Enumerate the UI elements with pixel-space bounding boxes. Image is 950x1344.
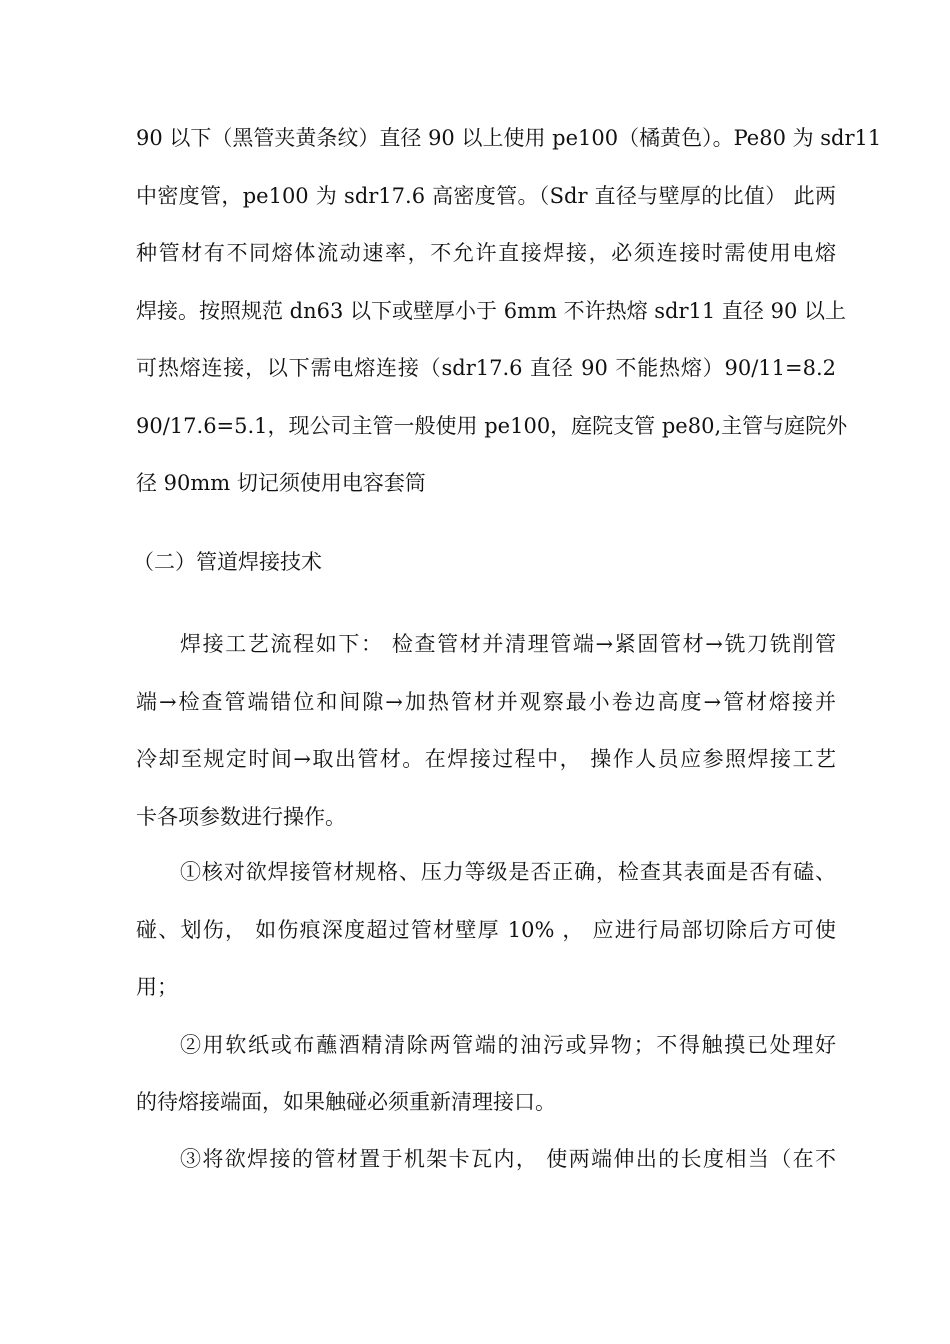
text-line: 卡各项参数进行操作。 [136, 805, 346, 829]
text-line: 径 90mm 切记须使用电容套筒 [136, 471, 426, 495]
section-heading: （二）管道焊接技术 [133, 550, 322, 574]
text-line: 焊接工艺流程如下： 检查管材并清理管端→紧固管材→铣刀铣削管 [180, 632, 836, 656]
text-line: 种管材有不同熔体流动速率，不允许直接焊接，必须连接时需使用电熔 [136, 241, 836, 265]
text-line: ②用软纸或布蘸酒精清除两管端的油污或异物；不得触摸已处理好 [180, 1033, 836, 1057]
text-line: 焊接。按照规范 dn63 以下或壁厚小于 6mm 不许热熔 sdr11 直径 90 以上 [136, 299, 846, 323]
text-line: 90/17.6=5.1，现公司主管一般使用 pe100，庭院支管 pe80,主管与庭院外 [136, 414, 848, 438]
text-line: 冷却至规定时间→取出管材。在焊接过程中， 操作人员应参照焊接工艺 [136, 747, 836, 771]
text-line: 用； [136, 975, 178, 999]
text-line: 端→检查管端错位和间隙→加热管材并观察最小卷边高度→管材熔接并 [136, 690, 836, 714]
text-line: 的待熔接端面，如果触碰必须重新清理接口。 [136, 1090, 556, 1114]
text-line: 可热熔连接，以下需电熔连接（sdr17.6 直径 90 不能热熔）90/11=8.2 [136, 356, 836, 380]
text-line: 碰、划伤， 如伤痕深度超过管材壁厚 10% ， 应进行局部切除后方可使 [136, 918, 836, 942]
text-line: ③将欲焊接的管材置于机架卡瓦内， 使两端伸出的长度相当（在不 [180, 1147, 836, 1171]
text-line: 90 以下（黑管夹黄条纹）直径 90 以上使用 pe100（橘黄色）。Pe80 为 sdr11 [136, 126, 882, 150]
text-line: 中密度管，pe100 为 sdr17.6 高密度管。（Sdr 直径与壁厚的比值） 此两 [136, 184, 836, 208]
text-line: ①核对欲焊接管材规格、压力等级是否正确，检查其表面是否有磕、 [180, 860, 836, 884]
